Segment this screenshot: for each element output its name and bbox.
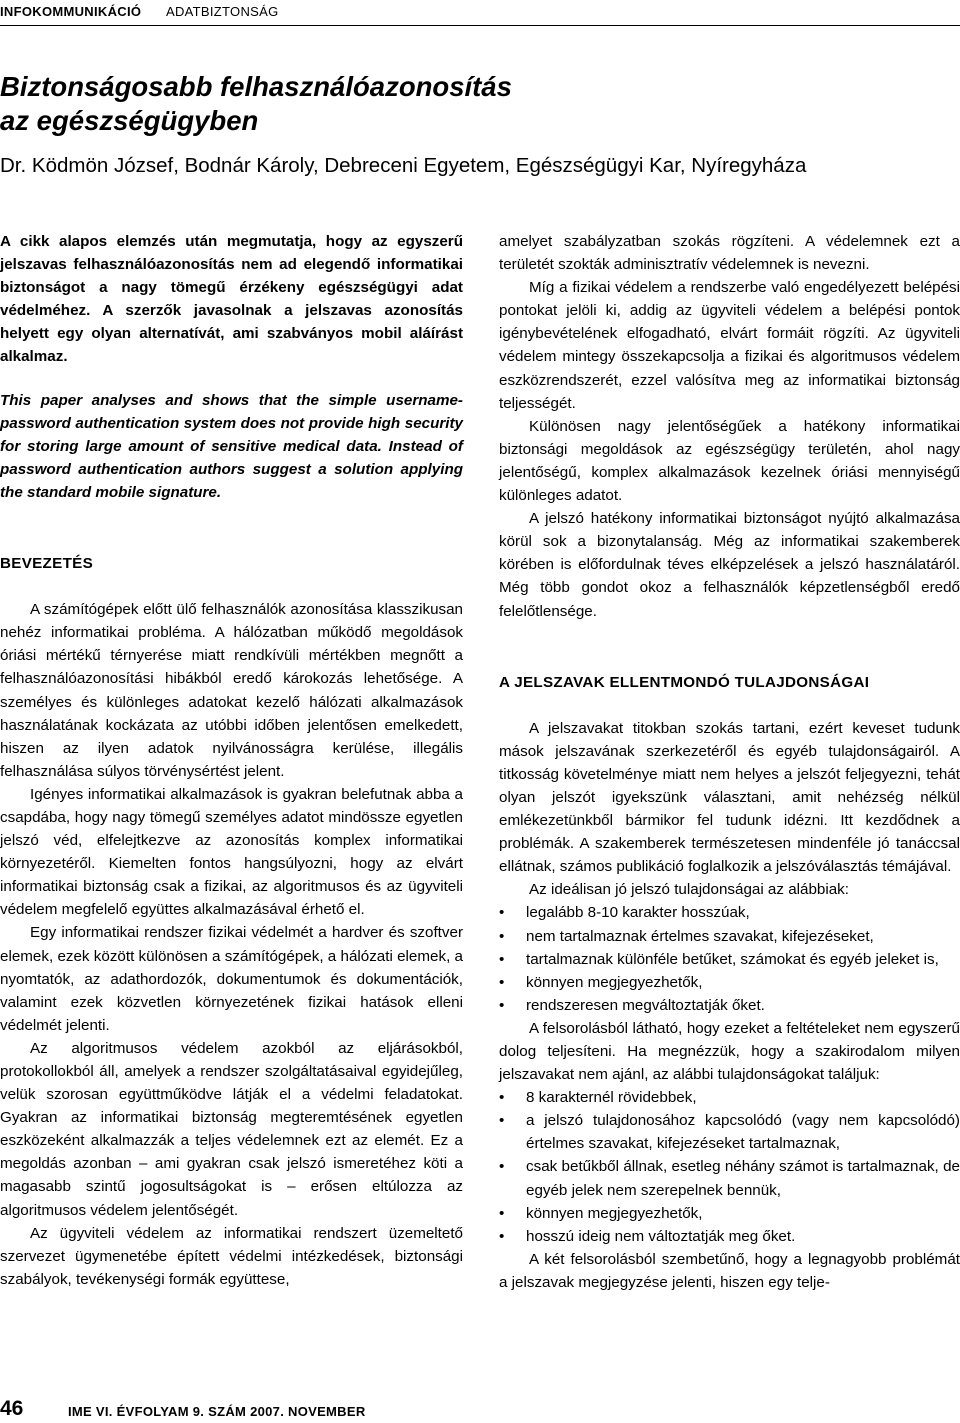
- list-item: [499, 1225, 960, 1248]
- abstract-english: This paper analyses and shows that the simple username-password authentication system does not provide high security for storing large amount of sensitive medical data. Instead of password authentication authors suggest a solution applying the standard mobile signature.: [0, 391, 463, 501]
- list-item-text: rendszeresen megváltoztatják őket.: [526, 996, 765, 1014]
- list-item-text: a jelszó tulajdonosához kapcsolódó (vagy nem kapcsolódó) értelmes szavakat, kifejezéseket tartalmaznak,: [526, 1112, 960, 1153]
- list-item-text: tartalmaznak különféle betűket, számokat és egyéb jeleket is,: [526, 950, 939, 968]
- list-item: [499, 1202, 960, 1225]
- list-item: [499, 1086, 960, 1109]
- list-item: [499, 1155, 960, 1201]
- list-item-text: könnyen megjegyezhetők,: [526, 1204, 703, 1222]
- ideal-password-list: [499, 901, 960, 1016]
- list-item: [499, 925, 960, 948]
- paragraph: A jelszó hatékony informatikai biztonságot nyújtó alkalmazása körül sok a bizonytalanság. Még az informatikai szakemberek körében is előfordulnak téves elképzelések a jelszó használatáról. Még több gondot okoz a felhasználók képzetlenségből eredő felelőtlensége.: [499, 510, 960, 620]
- bullet-icon: •: [499, 1112, 505, 1130]
- paragraph: Az ügyviteli védelem az informatikai rendszert üzemeltető szervezet ügymenetébe épített védelmi intézkedések, biztonsági szabályok, tevékenységi formák együttese,: [0, 1224, 463, 1288]
- journal-issue: IME VI. ÉVFOLYAM 9. SZÁM 2007. NOVEMBER: [68, 1404, 366, 1419]
- paragraph: A felsorolásból látható, hogy ezeket a feltételeket nem egyszerű dolog teljesíteni. Ha megnézzük, hogy a szakirodalom milyen jelszavakat nem ajánl, az alábbi tulajdonságokat találjuk:: [499, 1019, 960, 1084]
- title-line-2: az egészségügyben: [0, 105, 259, 136]
- list-item-text: csak betűkből állnak, esetleg néhány számot is tartalmaznak, de egyéb jelek nem szerepelnek bennük,: [526, 1158, 960, 1199]
- bullet-icon: •: [499, 1089, 505, 1107]
- header-subsection: ADATBIZTONSÁG: [166, 4, 279, 19]
- paragraph: A jelszavakat titokban szokás tartani, ezért keveset tudunk mások jelszavának szerkezetéről és egyéb tulajdonságairól. A titkosság követelménye miatt nem helyes a jelszót feljegyezni, tehát olyan jelszót igyekszünk választani, amit nehézség nélkül emlékezetünkből bármikor fel tudunk idézni. Itt kezdődnek a problémák. A szakemberek természetesen mindenféle jó tanáccsal ellátnak, számos publikáció foglalkozik a jelszóválasztás témájával.: [499, 719, 960, 876]
- paragraph: Igényes informatikai alkalmazások is gyakran belefutnak abba a csapdába, hogy nagy tömegű személyes adatot mindössze egyetlen jelszó véd, elfelejtkezve az azonosítás komplex informatikai környezetéről. Kiemelten fontos hangsúlyozni, hogy az elvárt informatikai biztonság csak a fizikai, az algoritmusos és az ügyviteli védelem megfelelő együttes alkalmazásával érhető el.: [0, 785, 463, 919]
- list-lead: Az ideálisan jó jelszó tulajdonságai az alábbiak:: [529, 881, 849, 899]
- list-item-text: nem tartalmaznak értelmes szavakat, kifejezéseket,: [526, 927, 874, 945]
- list-item: [499, 971, 960, 994]
- list-item: [499, 901, 960, 924]
- title-line-1: Biztonságosabb felhasználóazonosítás: [0, 71, 512, 102]
- paragraph: Az algoritmusos védelem azokból az eljárásokból, protokollokból áll, amelyek a rendszer szolgáltatásaival egyidejűleg, velük szorosan együttműködve látják el a védelmi feladatokat. Gyakran az informatikai biztonság megteremtésének egyetlen eszközeként alkalmazzák a teljes védelemnek ezt az elemét. Ez a megoldás azonban – ami gyakran csak jelszó ismeretéhez köti a magasabb szintű jogosultságokat is – erősen eltúlozza az algoritmusos védelem jelentőségét.: [0, 1039, 463, 1219]
- left-column: [0, 230, 463, 1291]
- bullet-icon: •: [499, 950, 505, 968]
- header-section: INFOKOMMUNIKÁCIÓ: [0, 4, 142, 19]
- paragraph-continued: amelyet szabályzatban szokás rögzíteni. A védelemnek ezt a területét szokták adminisztratív védelemnek is nevezni.: [499, 233, 960, 274]
- paragraph: A számítógépek előtt ülő felhasználók azonosítása klasszikusan nehéz informatikai probléma. A hálózatban működő megoldások óriási mértékű térnyerése miatt rendkívüli mértékben megnőtt a felhasználóazonosítási hibákból eredő károkozás lehetősége. A személyes és különleges adatokat kezelő hálózati alkalmazások használatának kockázata az utóbbi időben jelentősen emelkedett, hiszen az ilyen adatok nyilvánosságra kerülése, illegális felhasználása súlyos törvénysértést jelent.: [0, 601, 463, 780]
- running-header: [0, 0, 960, 26]
- bullet-icon: •: [499, 904, 505, 922]
- paragraph: Különösen nagy jelentőségűek a hatékony informatikai biztonsági megoldások az egészségügy területén, ahol nagy jelentőségű, komplex alkalmazások kezelnek óriási mennyiségű különleges adatot.: [499, 417, 960, 505]
- section-heading-bevezetes: BEVEZETÉS: [0, 555, 94, 573]
- right-column: [499, 230, 960, 1294]
- bullet-icon: •: [499, 1227, 505, 1245]
- section-heading-jelszavak: A JELSZAVAK ELLENTMONDÓ TULAJDONSÁGAI: [499, 673, 870, 691]
- abstract-hungarian: A cikk alapos elemzés után megmutatja, hogy az egyszerű jelszavas felhasználóazonosítás nem ad elegendő informatikai biztonságot a nagy tömegű érzékeny egészségügyi adat védelméhez. A szerzők javasolnak a jelszavas azonosítás helyett egy olyan alternatívát, ami szabványos mobil aláírást alkalmaz.: [0, 233, 463, 366]
- bullet-icon: •: [499, 996, 505, 1014]
- bullet-icon: •: [499, 973, 505, 991]
- paragraph: Míg a fizikai védelem a rendszerbe való engedélyezett belépési pontokat jelöli ki, addig az ügyviteli védelem a belépési pontok igénybevételének elfogadható, elvárt formáit rögzíti. Az ügyviteli védelem mintegy összekapcsolja a fizikai és algoritmusos védelem eszközrendszerét, ezzel valósítva meg az informatikai biztonság teljességét.: [499, 279, 960, 412]
- list-item-text: 8 karakternél rövidebbek,: [526, 1089, 697, 1107]
- list-item-text: legalább 8-10 karakter hosszúak,: [526, 904, 750, 922]
- list-item: [499, 1109, 960, 1155]
- not-recommended-list: [499, 1086, 960, 1248]
- header-rule: [0, 25, 960, 26]
- bullet-icon: •: [499, 927, 505, 945]
- page-number: 46: [0, 1397, 24, 1420]
- article-title: [0, 70, 900, 138]
- list-item: [499, 948, 960, 971]
- list-item-text: könnyen megjegyezhetők,: [526, 973, 703, 991]
- paragraph: Egy informatikai rendszer fizikai védelmét a hardver és szoftver elemek, ezek között különösen a számítógépek, a hálózati elemek, a nyomtatók, az adathordozók, dokumentumok és dokumentációk, valamint ezek közvetlen környezetének fizikai hatások elleni védelmét jelenti.: [0, 924, 463, 1034]
- bullet-icon: •: [499, 1204, 505, 1222]
- bullet-icon: •: [499, 1158, 505, 1176]
- list-item-text: hosszú ideig nem változtatják meg őket.: [526, 1227, 796, 1245]
- list-item: [499, 994, 960, 1017]
- paragraph: A két felsorolásból szembetűnő, hogy a legnagyobb problémát a jelszavak megjegyzése jelenti, hiszen egy telje-: [499, 1250, 960, 1291]
- article-authors: Dr. Ködmön József, Bodnár Károly, Debreceni Egyetem, Egészségügyi Kar, Nyíregyháza: [0, 154, 807, 177]
- page-footer: [0, 1397, 960, 1423]
